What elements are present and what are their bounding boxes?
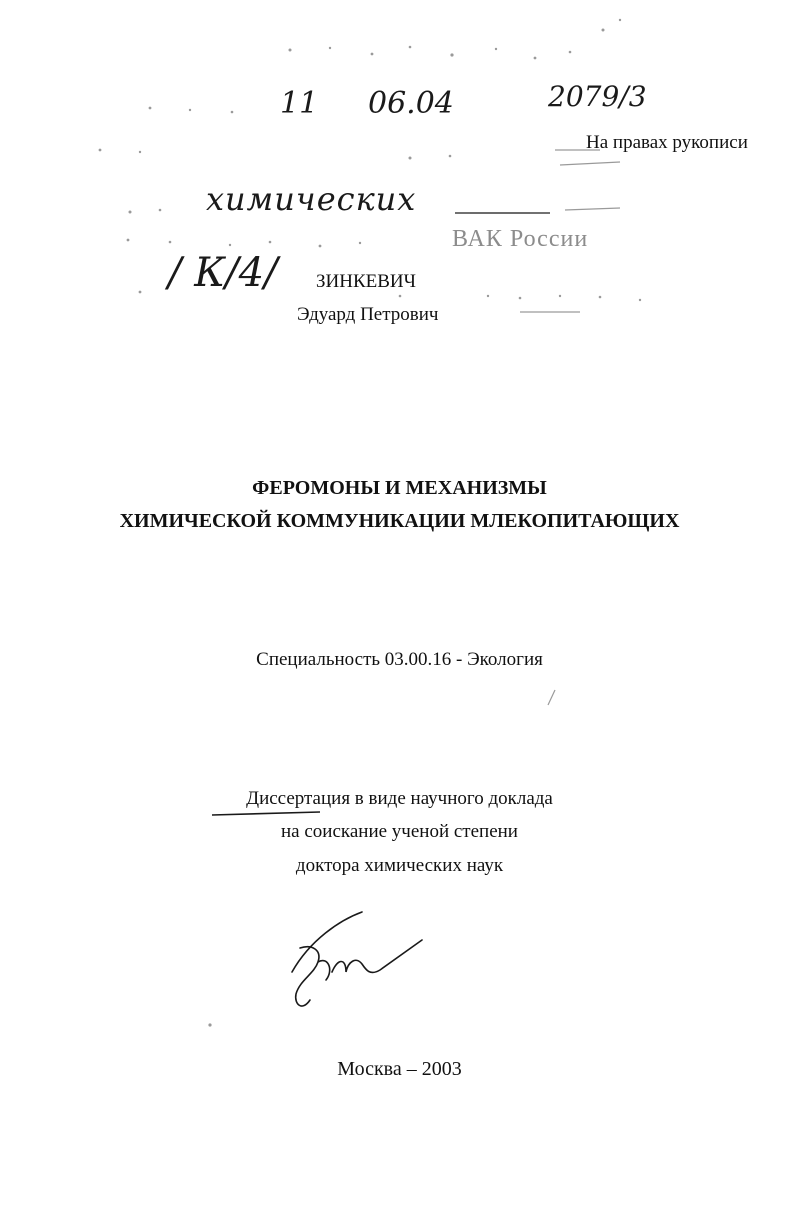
title-line-1: ФЕРОМОНЫ И МЕХАНИЗМЫ: [252, 477, 547, 499]
stamp-number: 11: [280, 86, 319, 121]
specialty: Специальность 03.00.16 - Экология: [256, 649, 543, 670]
stamp-code: 2079/3: [548, 80, 647, 113]
stamp-date: 06.04: [368, 86, 454, 121]
degree-line-1: Диссертация в виде научного доклада: [246, 788, 553, 809]
author-given-names: Эдуард Петрович: [297, 304, 439, 325]
author-surname: ЗИНКЕВИЧ: [316, 271, 416, 292]
stamp-category-handwritten: химических: [206, 180, 417, 218]
place-year: Москва – 2003: [337, 1058, 462, 1080]
stamp-bak-text: ВАК России: [452, 226, 589, 252]
title-line-2: ХИМИЧЕСКОЙ КОММУНИКАЦИИ МЛЕКОПИТАЮЩИХ: [119, 510, 680, 532]
stamp-decision-mark: / К/4/: [168, 250, 278, 296]
degree-line-3: доктора химических наук: [295, 855, 504, 876]
rights-notice: На правах рукописи: [586, 132, 748, 153]
degree-line-2: на соискание ученой степени: [281, 821, 518, 842]
